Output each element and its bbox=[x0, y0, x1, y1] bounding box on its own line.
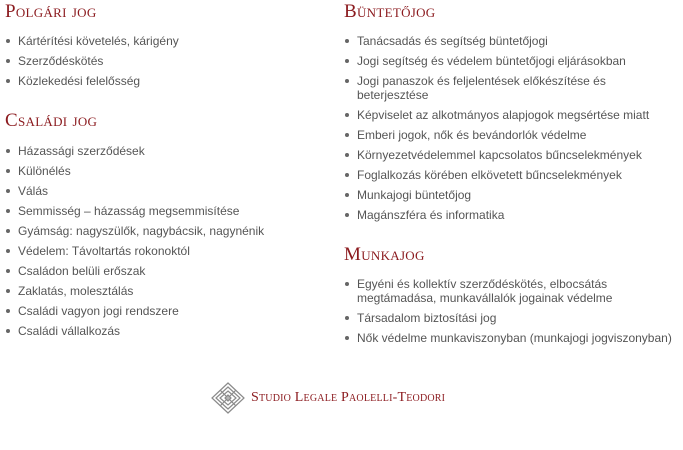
list-item: Nők védelme munkaviszonyban (munkajogi jogviszonyban) bbox=[344, 331, 679, 345]
list-item: Szerződéskötés bbox=[5, 54, 325, 68]
list-item: Magánszféra és informatika bbox=[344, 208, 674, 222]
list-item: Társadalom biztosítási jog bbox=[344, 311, 679, 325]
list-item: Emberi jogok, nők és bevándorlók védelme bbox=[344, 128, 674, 142]
list-item: Semmisség – házasság megsemmisítése bbox=[5, 204, 325, 218]
list-item: Különélés bbox=[5, 164, 325, 178]
list-item: Gyámság: nagyszülők, nagybácsik, nagynénik bbox=[5, 224, 325, 238]
list-item: Tanácsadás és segítség büntetőjogi bbox=[344, 34, 674, 48]
list-buntetojog bbox=[344, 34, 674, 228]
list-item: Jogi panaszok és feljelentések előkészítése és beterjesztése bbox=[344, 74, 674, 102]
list-item: Közlekedési felelősség bbox=[5, 74, 325, 88]
list-item: Környezetvédelemmel kapcsolatos bűncselekmények bbox=[344, 148, 674, 162]
list-item: Képviselet az alkotmányos alapjogok megsértése miatt bbox=[344, 108, 674, 122]
list-item: Családon belüli erőszak bbox=[5, 264, 325, 278]
list-item: Munkajogi büntetőjog bbox=[344, 188, 674, 202]
firm-name: Studio Legale Paolelli-Teodori bbox=[251, 390, 446, 405]
list-munkajog bbox=[344, 277, 679, 351]
list-item: Jogi segítség és védelem büntetőjogi eljárásokban bbox=[344, 54, 674, 68]
list-item: Házassági szerződések bbox=[5, 144, 325, 158]
list-csaladi-jog bbox=[5, 144, 325, 344]
section-title-csaladi-jog: Családi jog bbox=[5, 110, 98, 131]
list-item: Válás bbox=[5, 184, 325, 198]
list-item: Zaklatás, molesztálás bbox=[5, 284, 325, 298]
list-item: Családi vállalkozás bbox=[5, 324, 325, 338]
list-item: Védelem: Távoltartás rokonoktól bbox=[5, 244, 325, 258]
list-item: Kártérítési követelés, kárigény bbox=[5, 34, 325, 48]
list-item: Foglalkozás körében elkövetett bűncselekmények bbox=[344, 168, 674, 182]
diamond-knot-logo-icon bbox=[211, 382, 245, 414]
section-title-munkajog: Munkajog bbox=[344, 244, 425, 265]
section-title-buntetojog: Büntetőjog bbox=[344, 1, 436, 22]
list-polgari-jog bbox=[5, 34, 325, 94]
section-title-polgari-jog: Polgári jog bbox=[5, 1, 97, 22]
footer-brand bbox=[211, 382, 445, 414]
list-item: Egyéni és kollektív szerződéskötés, elbocsátás megtámadása, munkavállalók jogainak védelme bbox=[344, 277, 679, 305]
list-item: Családi vagyon jogi rendszere bbox=[5, 304, 325, 318]
